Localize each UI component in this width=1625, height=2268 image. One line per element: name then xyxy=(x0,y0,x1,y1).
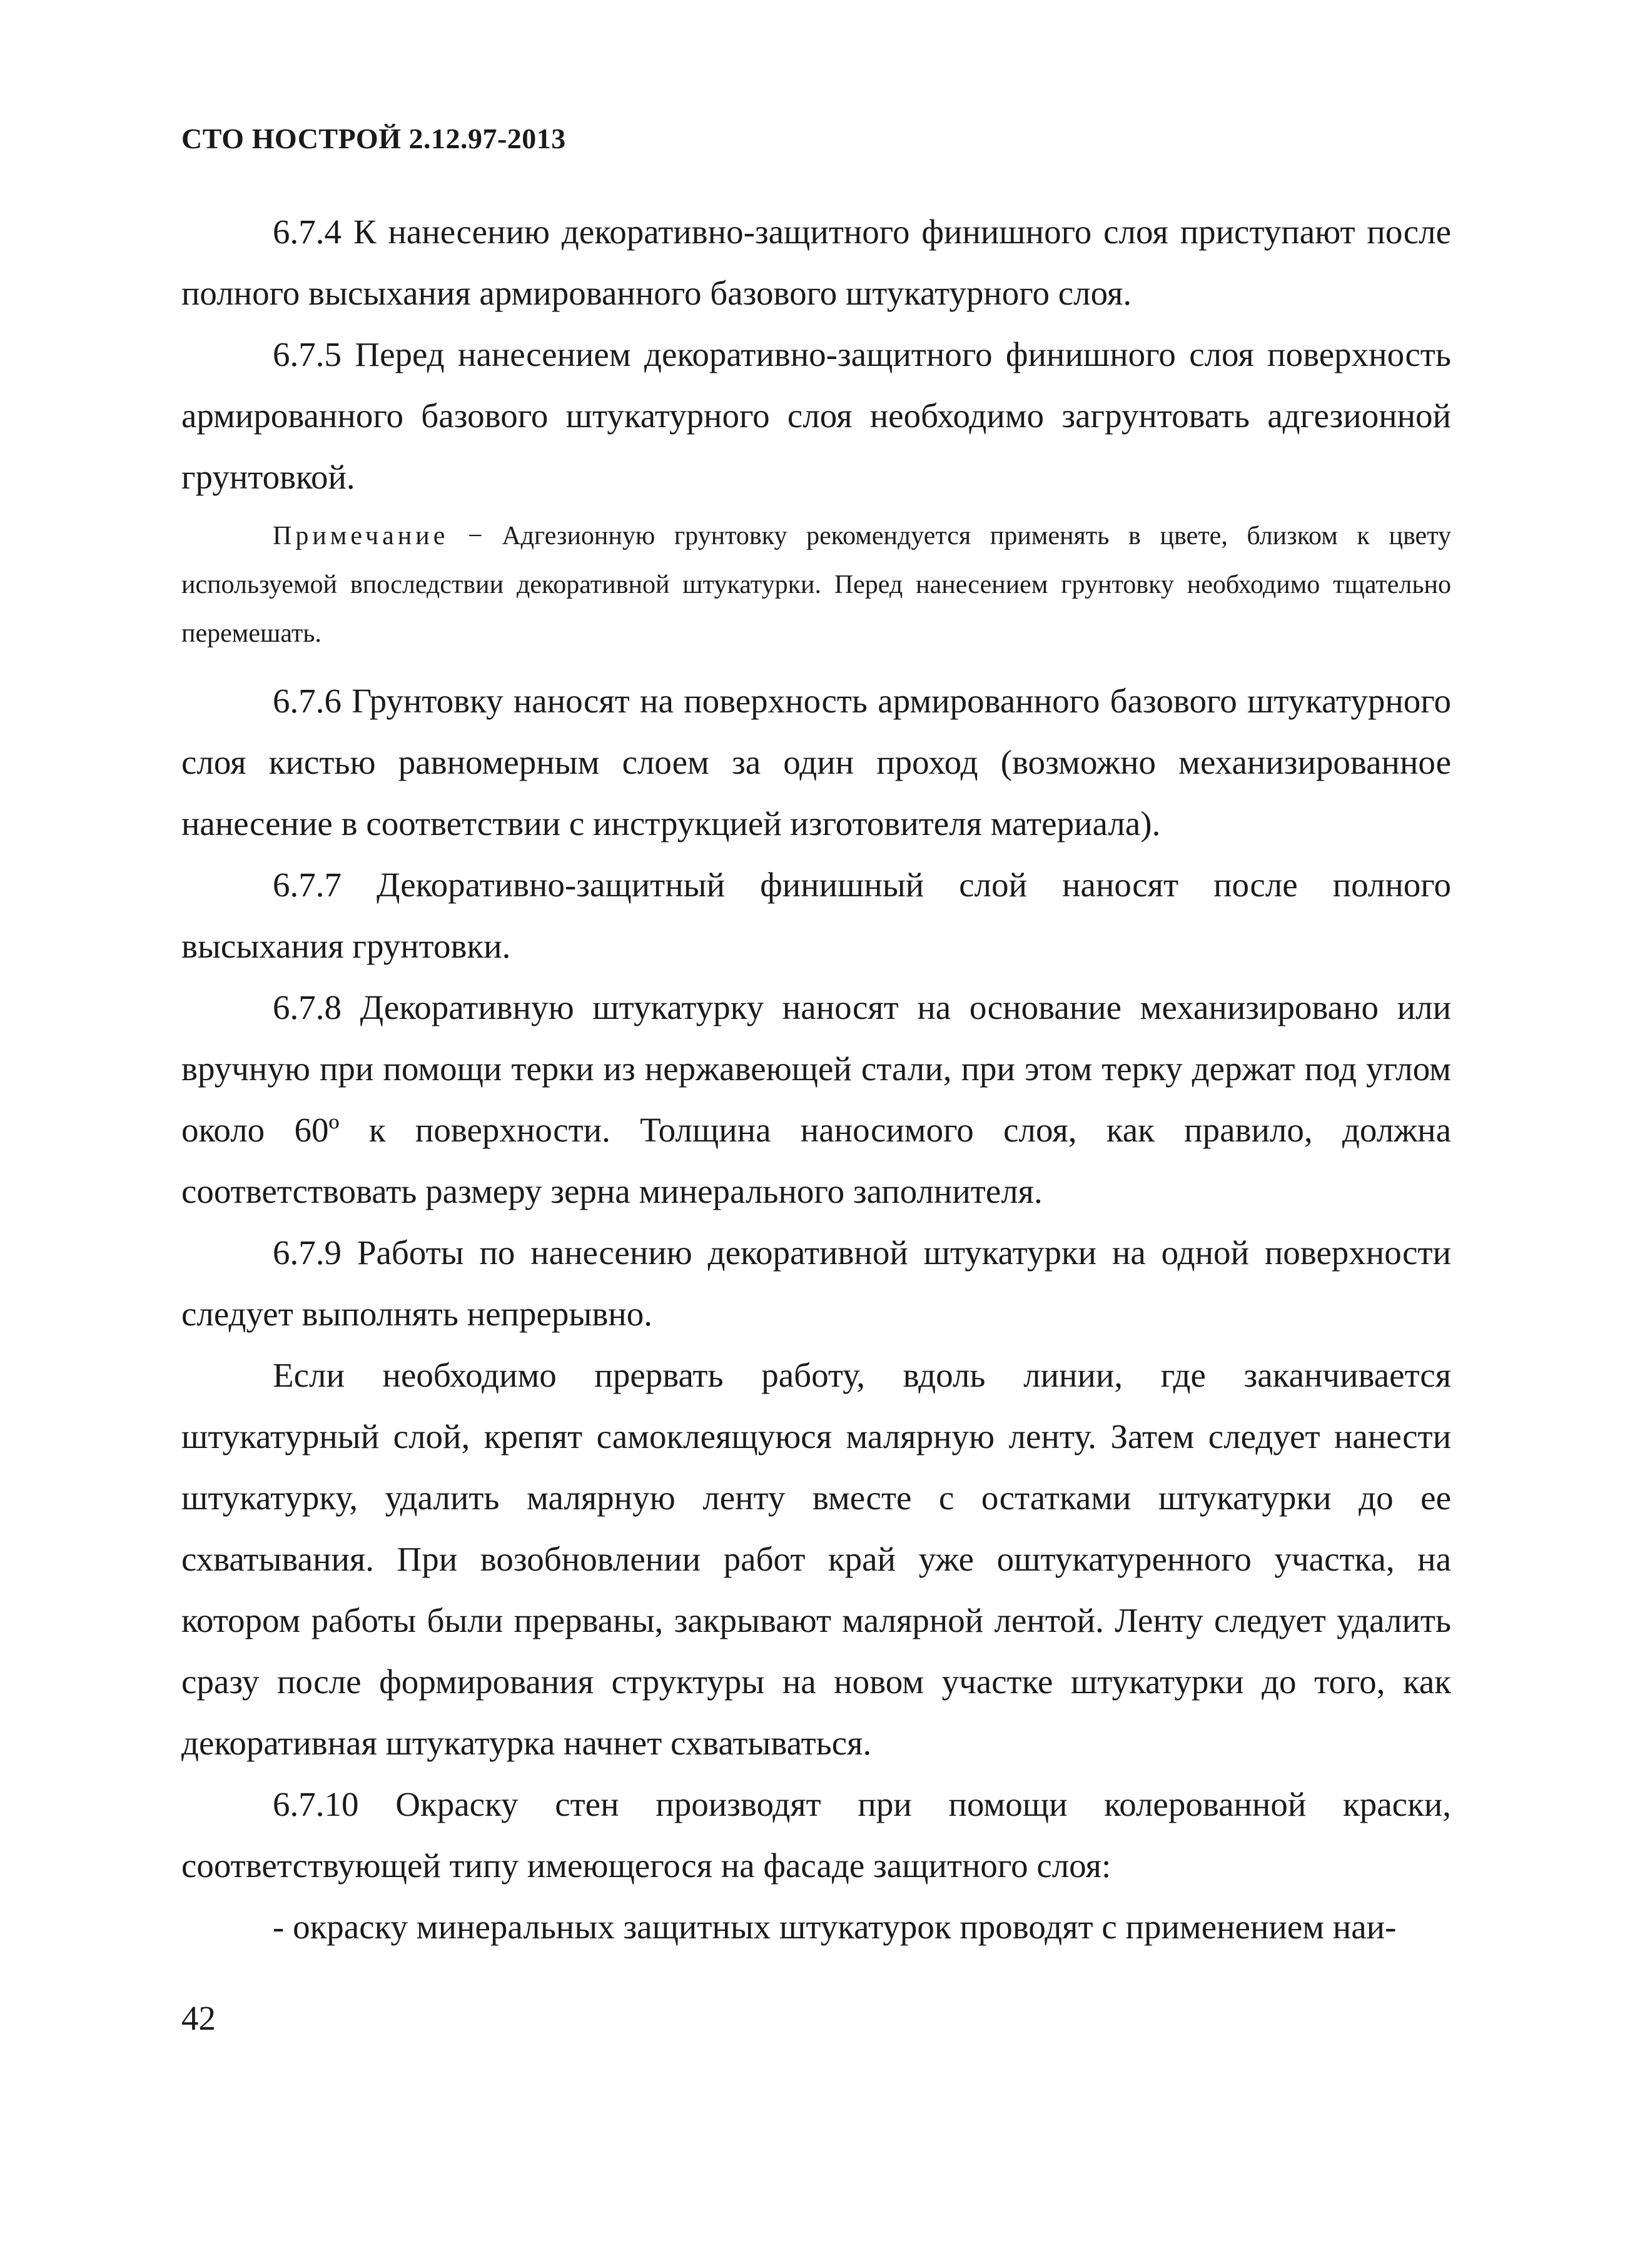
paragraph-6-7-10: 6.7.10 Окраску стен производят при помощи колерованной краски, соответствующей типу имеющегося на фасаде защитного слоя: xyxy=(181,1785,1451,1885)
paragraph-6-7-4: 6.7.4 К нанесению декоративно-защитного финишного слоя приступают после полного высыхания армированного базового штукатурного слоя. xyxy=(181,213,1451,312)
paragraph-6-7-8: 6.7.8 Декоративную штукатурку наносят на основание механизировано или вручную при помощи терки из нержавеющей стали, при этом терку держат под углом около 60º к поверхности. Толщина наносимого слоя, как правило, должна соответствовать размеру зерна минерального заполнителя. xyxy=(181,988,1451,1210)
paragraph-6-7-9: 6.7.9 Работы по нанесению декоративной штукатурки на одной поверхности следует выполнять непрерывно. xyxy=(181,1233,1451,1333)
note-text: − Адгезионную грунтовку рекомендуется применять в цвете, близком к цвету используемой впоследствии декоративной штукатурки. Перед нанесением грунтовку необходимо тщательно перемешать. xyxy=(181,522,1451,648)
list-item-mineral-plaster: - окраску минеральных защитных штукатурок проводят с применением наи- xyxy=(273,1908,1397,1946)
document-header: СТО НОСТРОЙ 2.12.97-2013 xyxy=(181,123,566,154)
note xyxy=(181,512,1451,658)
paragraph-6-7-6: 6.7.6 Грунтовку наносят на поверхность армированного базового штукатурного слоя кистью равномерным слоем за один проход (возможно механизированное нанесение в соответствии с инструкцией изготовителя материала). xyxy=(181,682,1451,843)
document-body xyxy=(181,201,1451,1958)
paragraph-interruption: Если необходимо прервать работу, вдоль линии, где заканчивается штукатурный слой, крепят самоклеящуюся малярную ленту. Затем следует нанести штукатурку, удалить малярную ленту вместе с остатками штукатурки до ее схватывания. При возобновлении работ край уже оштукатуренного участка, на котором работы были прерваны, закрывают малярной лентой. Ленту следует удалить сразу после формирования структуры на новом участке штукатурки до того, как декоративная штукатурка начнет схватываться. xyxy=(181,1356,1451,1762)
note-label: Примечание xyxy=(273,522,449,550)
paragraph-6-7-7: 6.7.7 Декоративно-защитный финишный слой наносят после полного высыхания грунтовки. xyxy=(181,866,1451,965)
paragraph-6-7-5: 6.7.5 Перед нанесением декоративно-защитного финишного слоя поверхность армированного базового штукатурного слоя необходимо загрунтовать адгезионной грунтовкой. xyxy=(181,335,1451,496)
page-number: 42 xyxy=(181,1999,216,2037)
